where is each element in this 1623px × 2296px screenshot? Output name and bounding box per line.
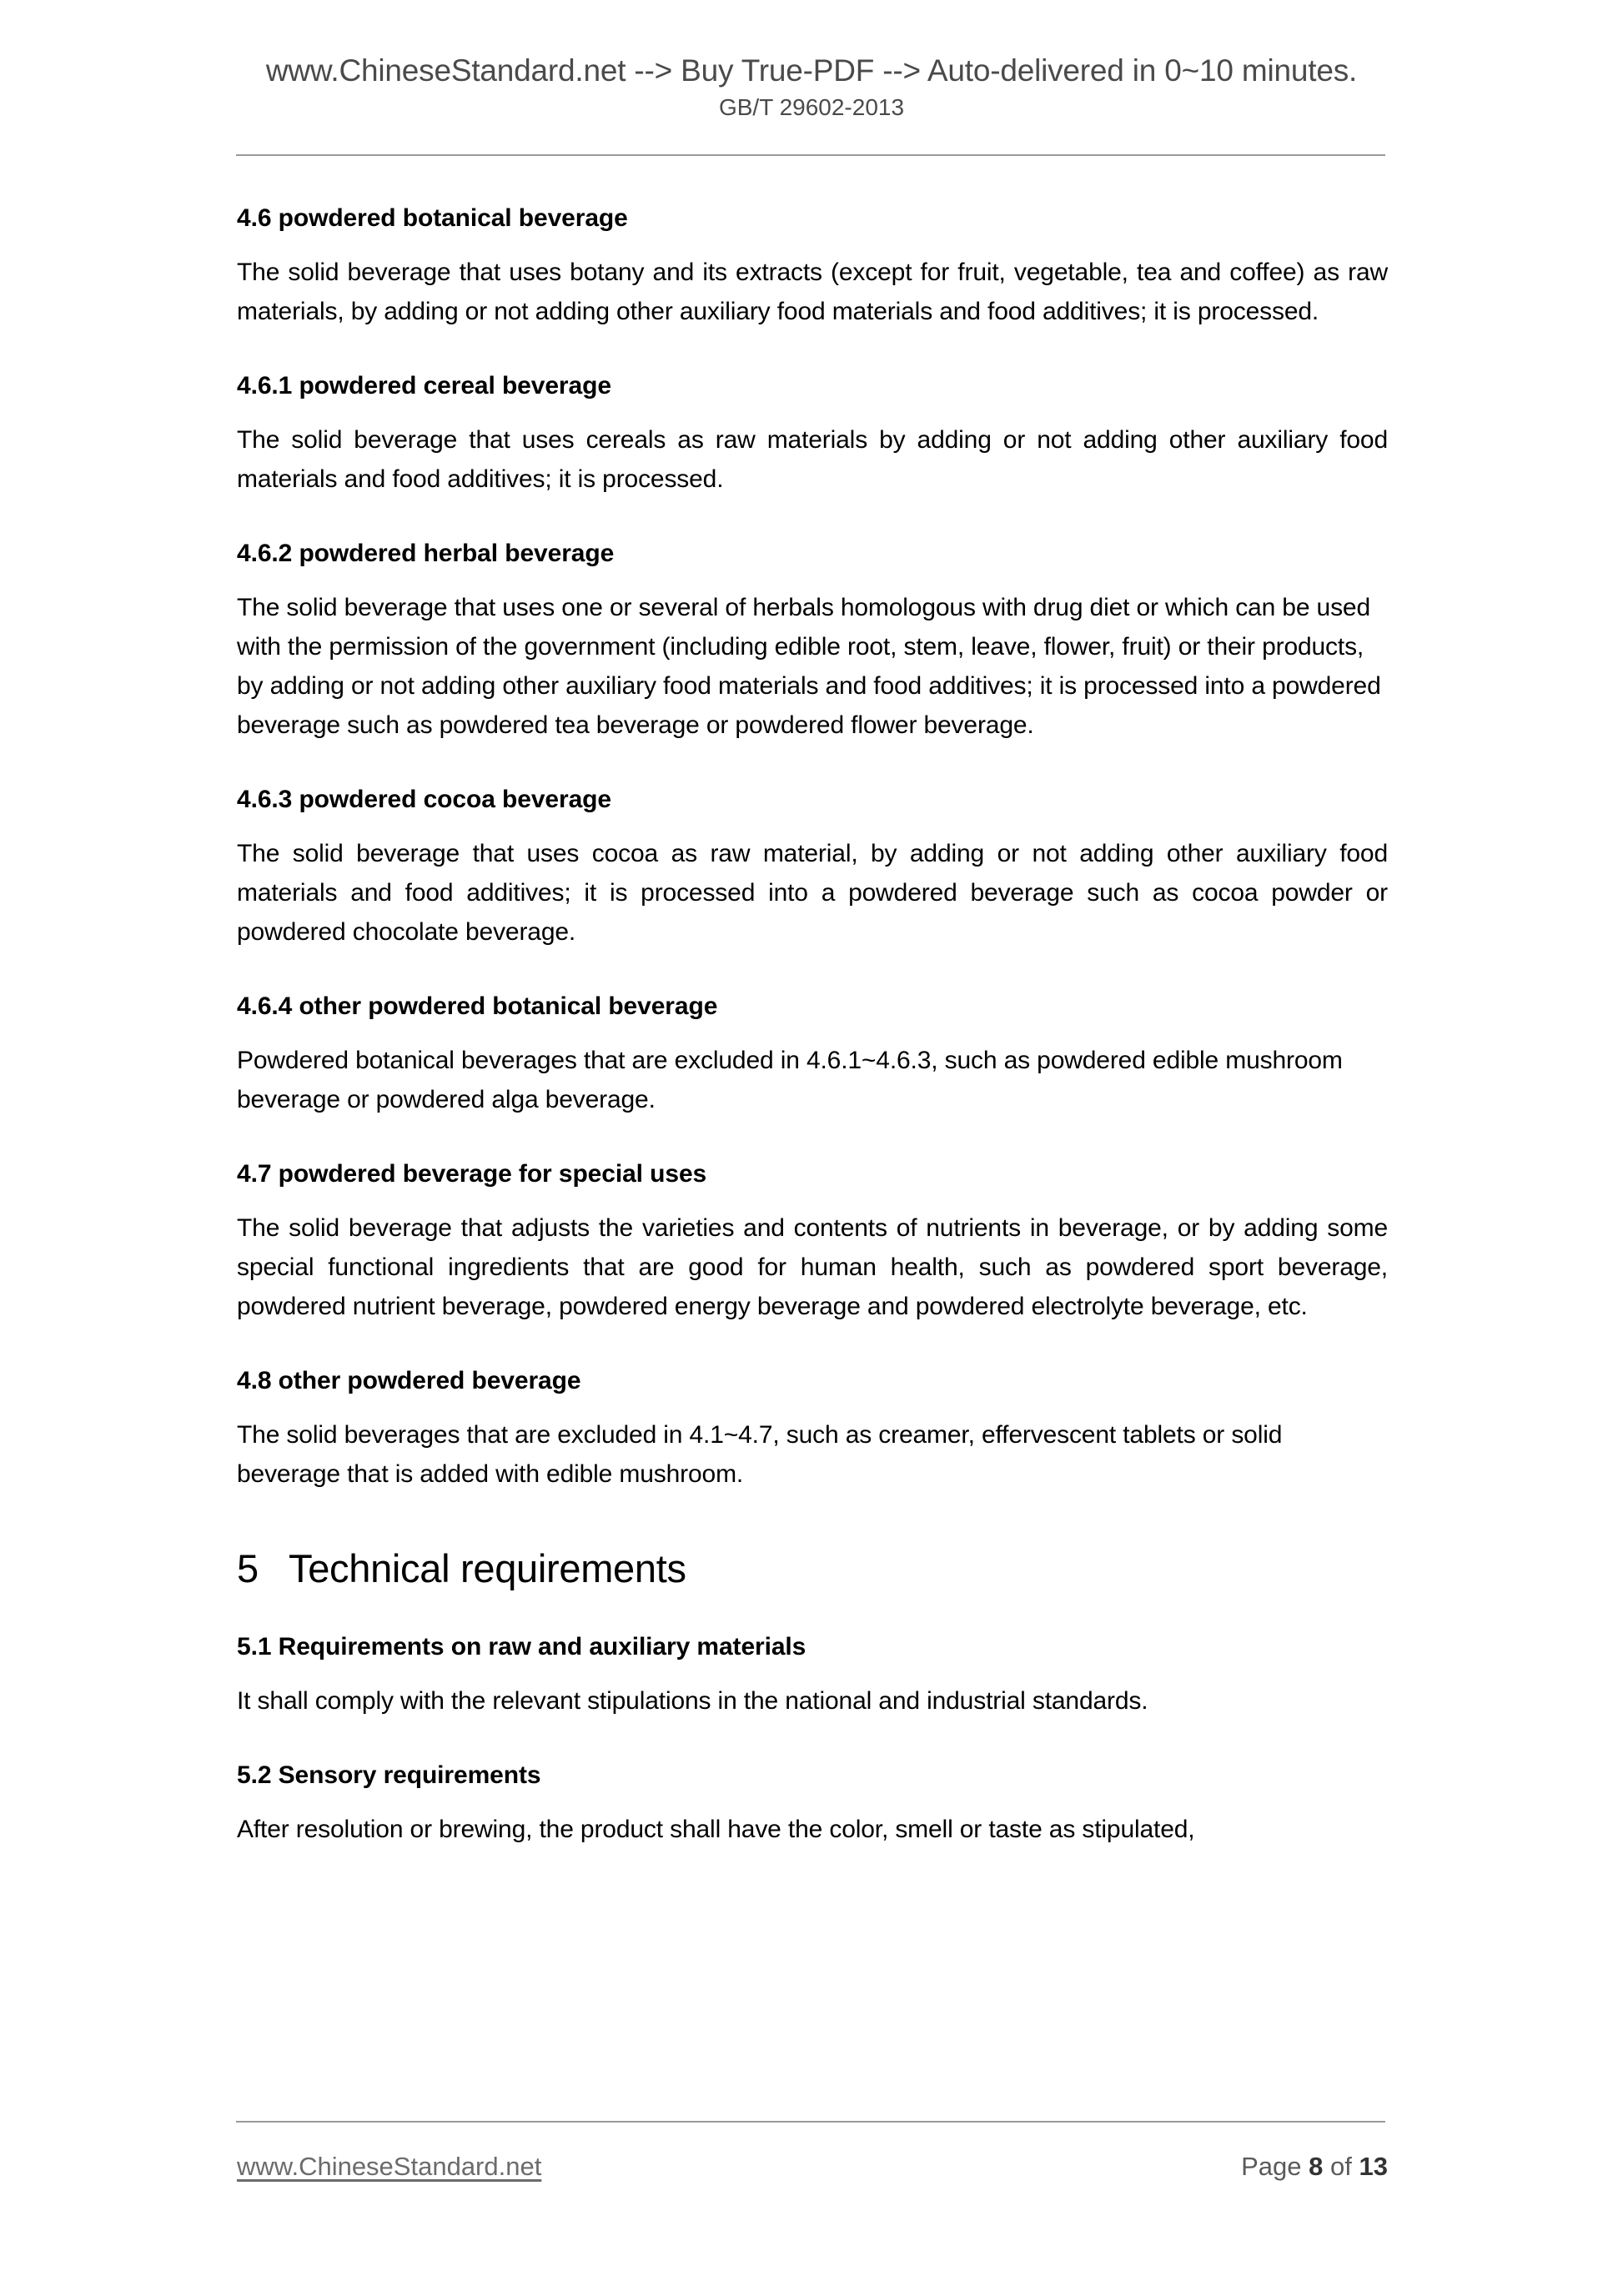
page-footer <box>237 2150 1388 2183</box>
section-body-5-1: It shall comply with the relevant stipulations in the national and industrial standards. <box>237 1687 1148 1715</box>
section-heading-4-8: 4.8 other powdered beverage <box>237 1367 581 1394</box>
spacer <box>237 1119 1388 1158</box>
page-header <box>0 52 1623 123</box>
section-heading-4-6-3: 4.6.3 powdered cocoa beverage <box>237 786 611 813</box>
spacer <box>237 1791 1388 1810</box>
footer-site-link[interactable]: www.ChineseStandard.net <box>237 2152 542 2181</box>
section-heading-4-6-2: 4.6.2 powdered herbal beverage <box>237 540 615 567</box>
section-body-4-8: The solid beverages that are excluded in 4.1~4.7, such as creamer, effervescent tablets or solid beverage that is added with edible mushroom. <box>237 1421 1283 1488</box>
spacer <box>237 499 1388 538</box>
header-standard-code: GB/T 29602-2013 <box>718 94 905 120</box>
clause-title: Technical requirements <box>289 1546 686 1590</box>
section-body-4-6-3: The solid beverage that uses cocoa as raw material, by adding or not adding other auxiliary food materials and food additives; it is processed into a powdered beverage such as cocoa powder or powdered chocolate beverage. <box>237 840 1388 946</box>
header-divider <box>236 154 1385 156</box>
spacer <box>237 816 1388 834</box>
clause-number: 5 <box>237 1546 259 1590</box>
document-body <box>237 203 1388 1849</box>
footer-divider <box>236 2121 1385 2123</box>
section-body-5-2: After resolution or brewing, the product shall have the color, smell or taste as stipulated, <box>237 1816 1195 1843</box>
section-heading-4-6-1: 4.6.1 powdered cereal beverage <box>237 372 611 399</box>
spacer <box>237 745 1388 784</box>
spacer <box>237 1592 1388 1631</box>
section-body-4-6-4: Powdered botanical beverages that are excluded in 4.6.1~4.6.3, such as powdered edible mushroom beverage or powdered alga beverage. <box>237 1047 1343 1113</box>
section-body-4-7: The solid beverage that adjusts the varieties and contents of nutrients in beverage, or by adding some special functional ingredients that are good for human health, such as powdered sport beverage, powdered nutrient beverage, powdered energy beverage and powdered electrolyte beverage, etc. <box>237 1214 1388 1320</box>
spacer <box>237 1494 1388 1545</box>
section-heading-4-6-4: 4.6.4 other powdered botanical beverage <box>237 992 718 1020</box>
spacer <box>237 331 1388 370</box>
spacer <box>237 402 1388 420</box>
header-promo-text: www.ChineseStandard.net --> Buy True-PDF --> Auto-delivered in 0~10 minutes. <box>265 53 1358 88</box>
current-page-number: 8 <box>1309 2152 1324 2181</box>
section-heading-4-7: 4.7 powdered beverage for special uses <box>237 1160 707 1188</box>
section-heading-5-2: 5.2 Sensory requirements <box>237 1761 541 1789</box>
spacer <box>237 1022 1388 1041</box>
spacer <box>237 570 1388 588</box>
spacer <box>237 952 1388 991</box>
of-label: of <box>1330 2152 1352 2181</box>
clause-heading-5 <box>237 1545 1388 1592</box>
spacer <box>237 1190 1388 1208</box>
section-heading-5-1: 5.1 Requirements on raw and auxiliary materials <box>237 1633 806 1660</box>
section-heading-4-6: 4.6 powdered botanical beverage <box>237 204 628 232</box>
total-page-count: 13 <box>1359 2152 1388 2181</box>
page-label: Page <box>1241 2152 1302 2181</box>
section-body-4-6-1: The solid beverage that uses cereals as raw materials by adding or not adding other auxiliary food materials and food additives; it is processed. <box>237 426 1388 493</box>
spacer <box>237 1397 1388 1415</box>
spacer <box>237 1721 1388 1760</box>
spacer <box>237 234 1388 253</box>
spacer <box>237 1326 1388 1365</box>
spacer <box>237 1663 1388 1681</box>
page-indicator <box>1241 2150 1388 2183</box>
section-body-4-6-2: The solid beverage that uses one or several of herbals homologous with drug diet or which can be used with the permission of the government (including edible root, stem, leave, flower, fruit) or their products, by adding or not adding other auxiliary food materials and food additives; it is processed into a powdered beverage such as powdered tea beverage or powdered flower beverage. <box>237 594 1381 739</box>
section-body-4-6: The solid beverage that uses botany and its extracts (except for fruit, vegetable, tea and coffee) as raw materials, by adding or not adding other auxiliary food materials and food additives; it is processed. <box>237 259 1388 325</box>
